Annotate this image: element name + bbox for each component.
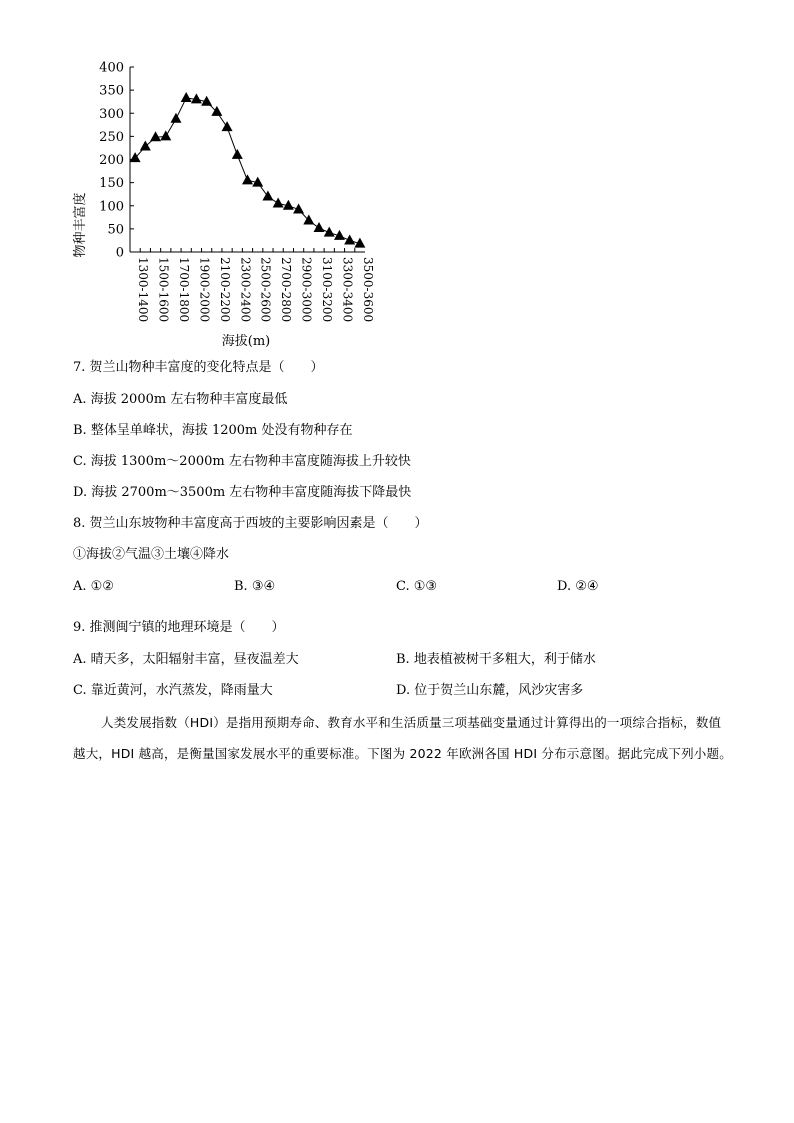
y-tick-label: 300 [99,106,124,122]
y-tick-label: 50 [107,222,124,238]
x-tick-label: 3500-3600 [360,257,375,323]
q8-option-a: A. ①② [73,579,114,594]
x-tick-labels [136,257,375,322]
hdi-passage-text: 人类发展指数（HDI）是指用预期寿命、教育水平和生活质量三项基础变量通过计算得出的一项综合指标，数值越大，HDI 越高，是衡量国家发展水平的重要标准。下图为 2022 年欧洲各国 HDI 分布示意图。据此完成下列小题。 [73,715,732,761]
data-point-marker [170,113,181,123]
x-tick-label: 1300-1400 [136,257,151,323]
series-line [135,98,360,244]
q9-option-b: B. 地表植被树干多粗大，利于储水 [396,652,596,667]
data-point-marker [150,131,161,141]
series-markers [130,92,366,248]
q8-option-c: C. ①③ [396,579,438,594]
x-axis-label: 海拔(m) [221,334,271,349]
x-tick-label: 1500-1600 [156,257,171,323]
data-point-marker [222,121,233,131]
question-9-stem: 9. 推测闽宁镇的地理环境是（ ） [73,620,285,635]
data-point-marker [160,130,171,140]
data-point-marker [232,149,243,159]
species-richness-line [135,98,360,244]
data-point-marker [181,92,192,102]
q9-option-d: D. 位于贺兰山东麓，风沙灾害多 [396,683,584,698]
q7-option-d: D. 海拔 2700m～3500m 左右物种丰富度随海拔下降最快 [73,485,412,500]
q8-option-b: B. ③④ [234,579,276,594]
x-tick-label: 3300-3400 [340,257,355,323]
y-axis-label: 物种丰富度 [73,192,88,258]
data-point-marker [211,106,222,116]
data-point-marker [324,227,335,237]
x-tick-label: 2100-2200 [217,257,232,323]
species-richness-chart [60,55,400,355]
q9-option-a: A. 晴天多，太阳辐射丰富，昼夜温差大 [73,652,299,667]
q8-option-d: D. ②④ [557,579,599,594]
y-tick-label: 250 [99,129,124,145]
question-8-stem: 8. 贺兰山东坡物种丰富度高于西坡的主要影响因素是（ ） [73,516,428,531]
y-tick-label: 0 [115,245,124,261]
x-tick-label: 1700-1800 [176,257,191,323]
data-point-marker [242,174,253,184]
data-point-marker [273,197,284,207]
x-tick-label: 2500-2600 [258,257,273,323]
q7-option-b: B. 整体呈单峰状，海拔 1200m 处没有物种存在 [73,423,353,438]
data-point-marker [314,222,325,232]
q7-option-c: C. 海拔 1300m～2000m 左右物种丰富度随海拔上升较快 [73,454,411,469]
chart-axes [130,67,365,252]
x-tick-label: 2300-2400 [238,257,253,323]
question-7-stem: 7. 贺兰山物种丰富度的变化特点是（ ） [73,360,324,375]
data-point-marker [140,141,151,151]
y-tick-label: 100 [99,199,124,215]
x-tick-label: 1900-2000 [197,257,212,323]
y-tick-label: 350 [99,83,124,99]
hdi-passage [73,707,733,769]
y-tick-label: 150 [99,176,124,192]
y-tick-label: 200 [99,153,124,168]
x-tick-label: 2700-2800 [279,257,294,323]
q9-option-c: C. 靠近黄河，水汽蒸发，降雨量大 [73,683,273,698]
y-tick-labels [99,61,124,261]
x-tick-label: 2900-3000 [299,257,314,323]
q7-option-a: A. 海拔 2000m 左右物种丰富度最低 [73,392,288,407]
y-tick-label: 400 [99,60,124,76]
x-tick-label: 3100-3200 [320,257,335,323]
data-point-marker [344,234,355,244]
question-8-factors: ①海拔②气温③土壤④降水 [73,547,230,562]
